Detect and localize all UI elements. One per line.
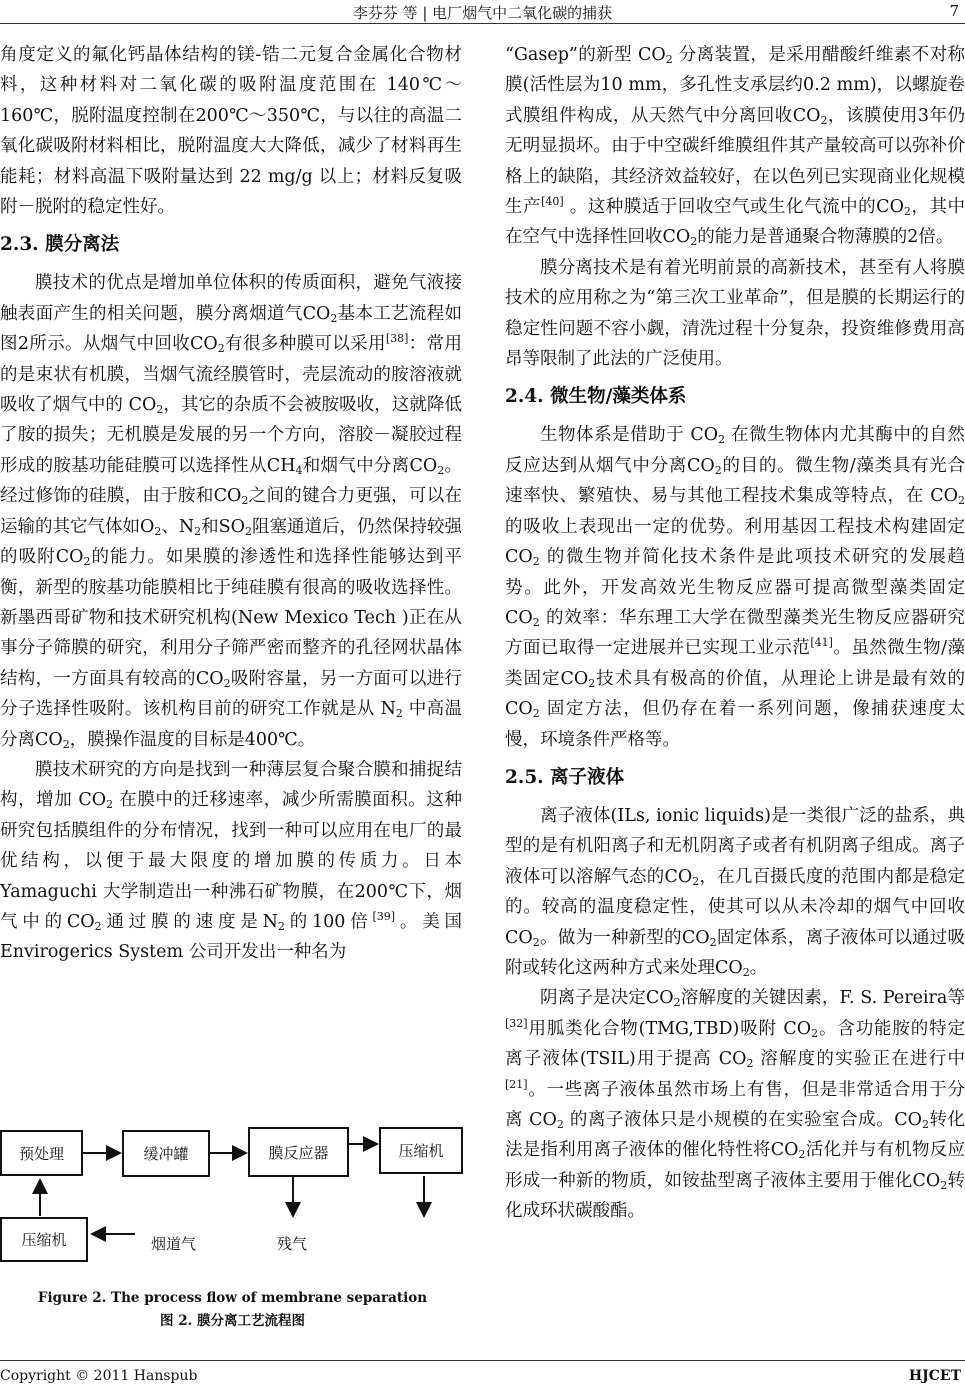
box-label: 压缩机 (398, 1142, 444, 1160)
paragraph: 膜分离技术是有着光明前景的高新技术，甚至有人将膜技术的应用称之为“第三次工业革命”，但是膜的长期运行的稳定性问题不容小觑，清洗过程十分复杂，投资维修费用高昂等限制了此法的广泛使用。 (505, 257, 965, 370)
section-heading-2-5: 2.5. 离子液体 (505, 766, 625, 788)
box-label: 压缩机 (21, 1231, 67, 1249)
paragraph: 膜技术的优点是增加单位体积的传质面积，避免气液接触表面产生的相关问题，膜分离烟道气$CO_2$基本工艺流程如图2所示。从烟气中回收$CO_2$有很多种膜可以采用[38]：常用的是束状有机膜，当烟气流经膜管时，壳层流动的胺溶液就吸收了烟气中的 $CO_2$，其它的杂质不会被胺吸收，这就降低了胺的损失；无机膜是发展的另一个方向，溶胶－凝胶过程形成的胺基功能硅膜可以选择性从$CH_4$和烟气中分离$CO_2$。经过修饰的硅膜，由于胺和$CO_2$之间的键合力更强，可以在运输的其它气体如$O_2$、$N_2$和$SO_2$阻塞通道后，仍然保持较强的吸附$CO_2$的能力。如果膜的渗透性和选择性能够达到平衡，新型的胺基功能膜相比于纯硅膜有很高的吸收选择性。新墨西哥矿物和技术研究机构(New Mexico Tech )正在从事分子筛膜的研究，利用分子筛严密而整齐的孔径网状晶体结构，一方面具有较高的$CO_2$吸附容量，另一方面可以进行分子选择性吸附。该机构目前的研究工作就是从 $N_2$ 中高温分离$CO_2$，膜操作温度的目标是400℃。 (0, 273, 463, 751)
paragraph: 生物体系是借助于 $CO_2$ 在微生物体内尤其酶中的自然反应达到从烟气中分离$CO_2$的目的。微生物/藻类具有光合速率快、繁殖快、易与其他工程技术集成等特点，在 $CO_2$ 的吸收上表现出一定的优势。利用基因工程技术构建固定 $CO_2$ 的微生物并简化技术条件是此项技术研究的发展趋势。此外，开发高效光生物反应器可提高微型藻类固定 $CO_2$ 的效率：华东理工大学在微型藻类光生物反应器研究方面已取得一定进展并已实现工业示范[41]。虽然微生物/藻类固定$CO_2$技术具有极高的价值，从理论上讲是最有效的 $CO_2$ 固定方法，但仍存在着一系列问题，像捕获速度太慢，环境条件严格等。 (505, 425, 965, 750)
paragraph: 阴离子是决定$CO_2$溶解度的关键因素，F. S. Pereira等[32]用胍类化合物(TMG,TBD)吸附 $CO_2$。含功能胺的特定离子液体(TSIL)用于提高 $CO_2$ 溶解度的实验正在进行中[21]。一些离子液体虽然市场上有售，但是非常适合用于分离 $CO_2$ 的离子液体只是小规模的在实验室合成。$CO_2$转化法是指利用离子液体的催化特性将$CO_2$活化并与有机物反应形成一种新的物质，如铵盐型离子液体主要用于催化$CO_2$转化成环状碳酸酯。 (505, 988, 965, 1222)
paragraph: “Gasep”的新型 $CO_2$ 分离装置，是采用醋酸纤维素不对称膜(活性层为10 mm，多孔性支承层约0.2 mm)，以螺旋卷式膜组件构成，从天然气中分离回收$CO_2$，该膜使用3年仍无明显损坏。由于中空碳纤维膜组件其产量较高可以弥补价格上的缺陷，其经济效益较好，在以色列已实现商业化规模生产[40] 。这种膜适于回收空气或生化气流中的$CO_2$，其中在空气中选择性回收$CO_2$的能力是普通聚合物薄膜的2倍。 (505, 45, 965, 249)
box-label: 缓冲罐 (143, 1145, 189, 1163)
flow-arrows (0, 1120, 470, 1280)
section-heading-2-4: 2.4. 微生物/藻类体系 (505, 386, 687, 408)
residual-gas-label: 残气 (277, 1235, 308, 1253)
flue-gas-label: 烟道气 (151, 1235, 197, 1253)
running-header (0, 0, 965, 24)
page-number: 7 (949, 2, 959, 20)
header-rule (0, 23, 965, 24)
figure-caption-cn: 图 2. 膜分离工艺流程图 (160, 1313, 305, 1329)
section-heading-2-3: 2.3. 膜分离法 (0, 234, 120, 256)
figure-2-process-flow (0, 1120, 470, 1340)
footer-rule (0, 1360, 965, 1361)
paragraph: 离子液体(ILs, ionic liquids)是一类很广泛的盐系，典型的是有机阳离子和无机阴离子或者有机阴离子组成。离子液体可以溶解气态的$CO_2$，在几百摄氏度的范围内都是稳定的。较高的温度稳定性，使其可以从未冷却的烟气中回收$CO_2$。做为一种新型的$CO_2$固定体系，离子液体可以通过吸附或转化这两种方式来处理$CO_2$。 (505, 805, 965, 979)
header-title: 李芬芬 等 | 电厂烟气中二氧化碳的捕获 (352, 4, 613, 22)
copyright: Copyright © 2011 Hanspub (0, 1368, 198, 1384)
box-label: 膜反应器 (268, 1143, 329, 1162)
box-label: 预处理 (18, 1144, 64, 1163)
paragraph: 膜技术研究的方向是找到一种薄层复合聚合膜和捕捉结构，增加 $CO_2$ 在膜中的迁移速率，减少所需膜面积。这种研究包括膜组件的分布情况，找到一种可以应用在电厂的最优结构，以便于最大限度的增加膜的传质力。日本 Yamaguchi 大学制造出一种沸石矿物膜，在200℃下，烟气中的$CO_2$通过膜的速度是$N_2$的100倍[39]。美国 Envirogerics System 公司开发出一种名为 (0, 759, 463, 963)
paragraph: 角度定义的氟化钙晶体结构的镁-锆二元复合金属化合物材料，这种材料对二氧化碳的吸附温度范围在 140℃～160℃，脱附温度控制在200℃～350℃，与以往的高温二氧化碳吸附材料相比，脱附温度大大降低，减少了材料再生能耗；材料高温下吸附量达到 22 mg/g 以上；材料反复吸附－脱附的稳定性好。 (0, 45, 462, 218)
page-footer (0, 1360, 965, 1384)
right-column (505, 40, 965, 1227)
journal-abbrev: HJCET (908, 1368, 961, 1384)
figure-caption-en: Figure 2. The process flow of membrane separation (37, 1290, 428, 1306)
left-column (0, 40, 462, 968)
